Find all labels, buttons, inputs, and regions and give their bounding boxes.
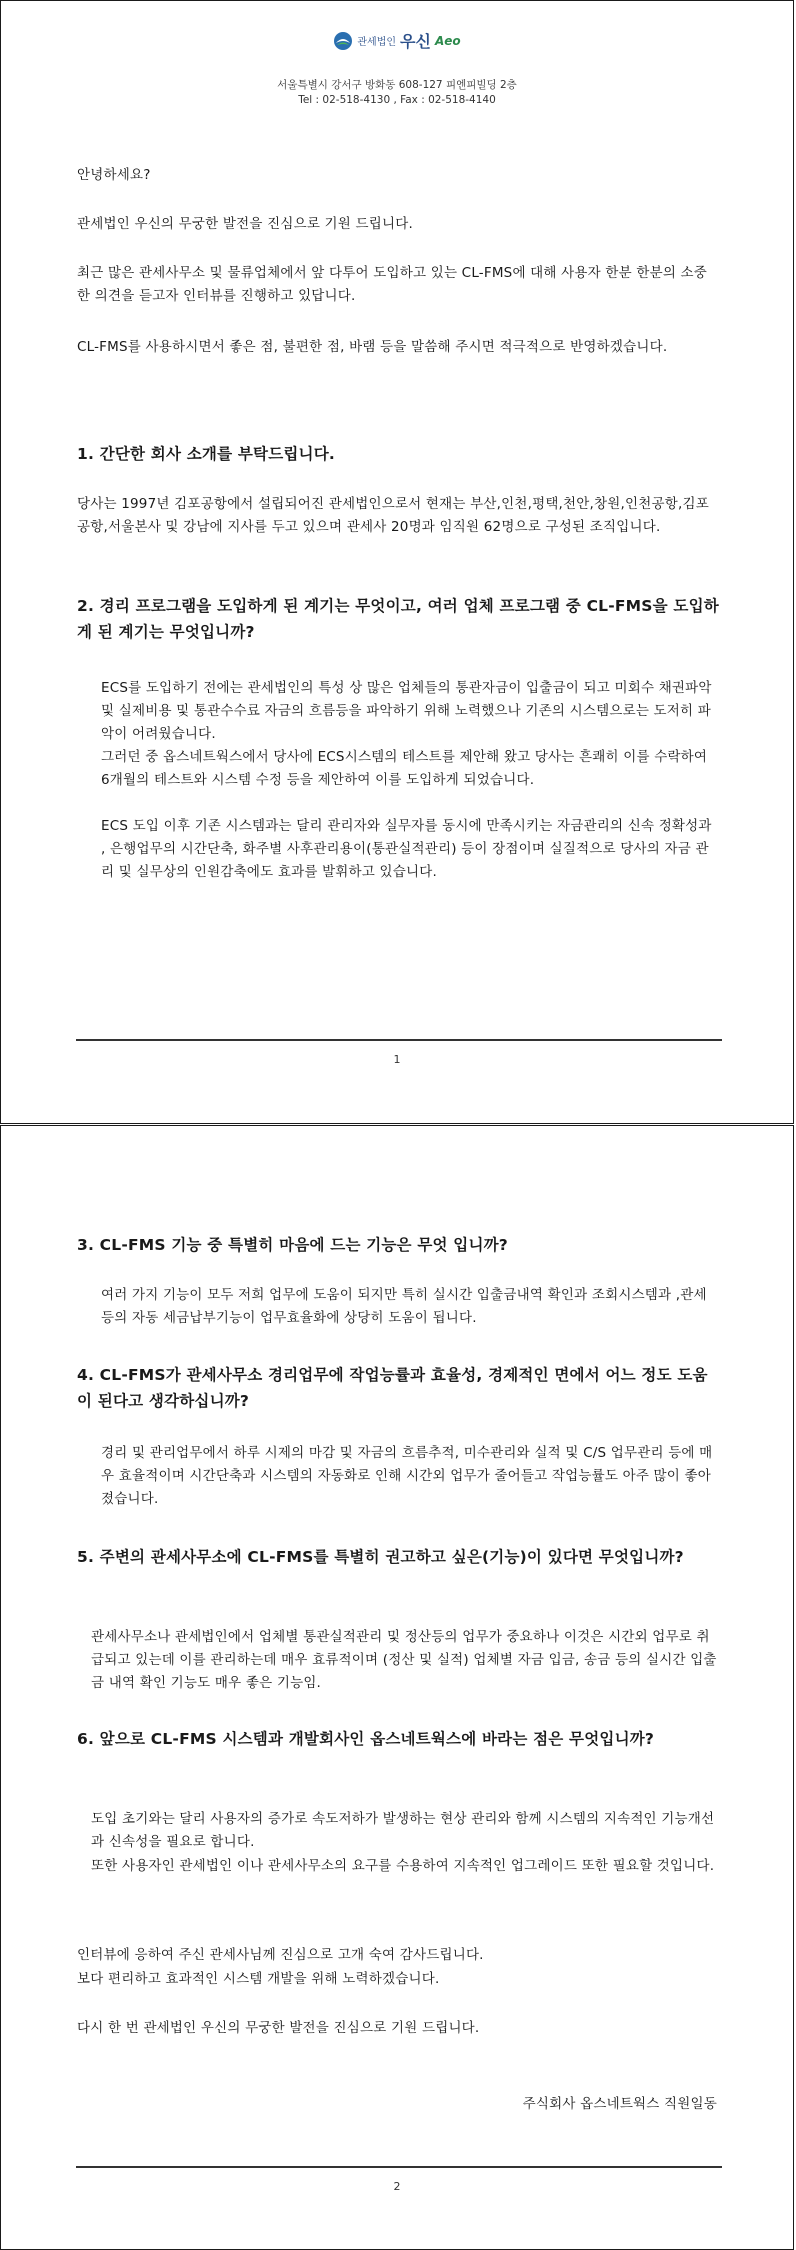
footer-divider — [76, 2166, 722, 2168]
page-number: 2 — [393, 2180, 401, 2193]
question-3-heading: 3. CL-FMS 기능 중 특별히 마음에 드는 기능은 무엇 입니까? — [77, 1236, 508, 1254]
intro-paragraph-2: CL-FMS를 사용하시면서 좋은 점, 불편한 점, 바램 등을 말씀해 주시면 적극적으로 반영하겠습니다. — [77, 339, 668, 355]
letterhead-logo — [1, 29, 793, 52]
question-2-heading: 2. 경리 프로그램을 도입하게 된 계기는 무엇이고, 여러 업체 프로그램 중 CL-FMS을 도입하게 된 계기는 무엇입니까? — [77, 597, 719, 641]
question-5-answer: 관세사무소나 관세법인에서 업체별 통관실적관리 및 정산등의 업무가 중요하나 이것은 시간외 업무로 취급되고 있는데 이를 관리하는데 매우 효류적이며 (정산 및 실적) 업체별 자금 입금, 송금 등의 실시간 입출금 내역 확인 기능도 매우 좋은 기능임. — [91, 1629, 717, 1691]
company-logo-icon — [333, 31, 353, 51]
logo-name: 우신 — [400, 32, 431, 51]
question-2-answer-1: ECS를 도입하기 전에는 관세법인의 특성 상 많은 업체들의 통관자금이 입출금이 되고 미회수 채권파악 및 실제비용 및 통관수수료 자금의 흐름등을 파악하기 위해 노력했으나 기존의 시스템으로는 도저히 파악이 어려웠습니다. — [101, 680, 712, 742]
question-1-heading: 1. 간단한 회사 소개를 부탁드립니다. — [77, 445, 335, 463]
question-6-answer-1: 도입 초기와는 달리 사용자의 증가로 속도저하가 발생하는 현상 관리와 함께 시스템의 지속적인 기능개선과 신속성을 필요로 합니다. — [91, 1811, 715, 1850]
signature: 주식회사 옵스네트웍스 직원일동 — [522, 2096, 717, 2112]
letterhead-contact: Tel : 02-518-4130 , Fax : 02-518-4140 — [298, 94, 496, 106]
letterhead-address: 서울특별시 강서구 방화동 608-127 피엔피빌딩 2층 — [277, 79, 517, 91]
closing-thanks-2: 보다 편리하고 효과적인 시스템 개발을 위해 노력하겠습니다. — [77, 1971, 440, 1987]
question-3-answer: 여러 가지 기능이 모두 저희 업무에 도움이 되지만 특히 실시간 입출금내역 확인과 조회시스템과 ,관세 등의 자동 세금납부기능이 업무효율화에 상당히 도움이 됩니다. — [101, 1287, 707, 1326]
logo-caption: 관세법인 — [357, 37, 397, 48]
closing-thanks-1: 인터뷰에 응하여 주신 관세사님께 진심으로 고개 숙여 감사드립니다. — [77, 1947, 484, 1963]
question-2-answer-2: 그러던 중 옵스네트웍스에서 당사에 ECS시스템의 테스트를 제안해 왔고 당사는 흔쾌히 이를 수락하여 6개월의 테스트와 시스템 수정 등을 제안하여 이를 도입하게 되었습니다. — [101, 749, 708, 788]
question-2-answer-3: ECS 도입 이후 기존 시스템과는 달리 관리자와 실무자를 동시에 만족시키는 자금관리의 신속 정확성과 , 은행업무의 시간단축, 화주별 사후관리용이(통관실적관리) 등이 장점이며 실질적으로 당사의 자금 관리 및 실무상의 인원감축에도 효과를 발휘하고 있습니다. — [101, 818, 712, 880]
document-page-2 — [0, 1125, 794, 2250]
footer-divider — [76, 1039, 722, 1041]
question-5-heading: 5. 주변의 관세사무소에 CL-FMS를 특별히 권고하고 싶은(기능)이 있다면 무엇입니까? — [77, 1548, 684, 1566]
greeting: 안녕하세요? — [77, 167, 151, 183]
page-number: 1 — [393, 1053, 401, 1066]
opening-wish: 관세법인 우신의 무궁한 발전을 진심으로 기원 드립니다. — [77, 216, 413, 232]
intro-paragraph-1: 최근 많은 관세사무소 및 물류업체에서 앞 다투어 도입하고 있는 CL-FMS에 대해 사용자 한분 한분의 소중한 의견을 듣고자 인터뷰를 진행하고 있답니다. — [77, 265, 708, 304]
question-6-heading: 6. 앞으로 CL-FMS 시스템과 개발회사인 옵스네트웍스에 바라는 점은 무엇입니까? — [77, 1730, 655, 1748]
question-6-answer-2: 또한 사용자인 관세법인 이나 관세사무소의 요구를 수용하여 지속적인 업그레이드 또한 필요할 것입니다. — [91, 1858, 715, 1874]
question-4-answer: 경리 및 관리업무에서 하루 시제의 마감 및 자금의 흐름추적, 미수관리와 실적 및 C/S 업무관리 등에 매우 효율적이며 시간단축과 시스템의 자동화로 인해 시간외 업무가 줄어들고 작업능률도 아주 많이 좋아졌습니다. — [101, 1445, 713, 1507]
document-page-1 — [0, 0, 794, 1124]
question-4-heading: 4. CL-FMS가 관세사무소 경리업무에 작업능률과 효율성, 경제적인 면에서 어느 정도 도움이 된다고 생각하십니까? — [77, 1366, 708, 1410]
logo-tag: Aeo — [434, 33, 461, 48]
question-1-answer: 당사는 1997년 김포공항에서 설립되어진 관세법인으로서 현재는 부산,인천,평택,천안,창원,인천공항,김포공항,서울본사 및 강남에 지사를 두고 있으며 관세사 20명과 임직원 62명으로 구성된 조직입니다. — [77, 496, 709, 535]
closing-wish: 다시 한 번 관세법인 우신의 무궁한 발전을 진심으로 기원 드립니다. — [77, 2020, 480, 2036]
